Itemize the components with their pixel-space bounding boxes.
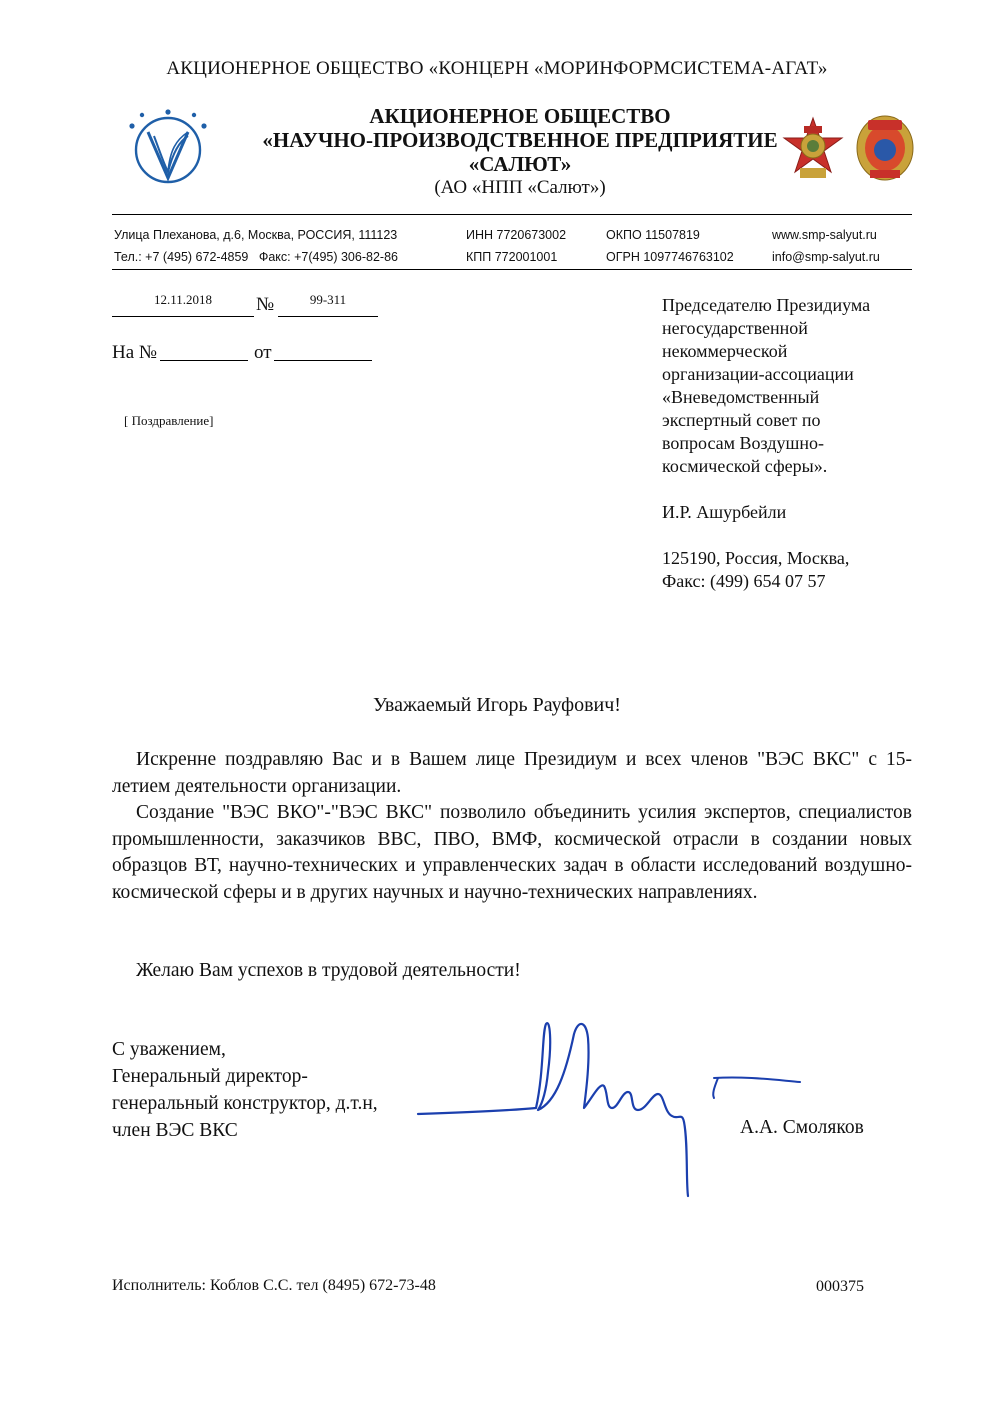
reference-date-blank (274, 336, 372, 361)
reference-number-blank (160, 336, 248, 361)
parent-organization: АКЦИОНЕРНОЕ ОБЩЕСТВО «КОНЦЕРН «МОРИНФОРМСИСТЕМА-АГАТ» (166, 58, 828, 79)
reference-label: На № (112, 342, 158, 363)
recipient-line: некоммерческой (662, 341, 788, 361)
recipient-fax: Факс: (499) 654 07 57 (662, 571, 826, 591)
recipient-name: И.Р. Ашурбейли (662, 502, 787, 522)
contact-web-block (772, 224, 880, 268)
contact-inn: ИНН 7720673002 (466, 228, 567, 242)
organization-title-line: АКЦИОНЕРНОЕ ОБЩЕСТВО (369, 104, 671, 128)
contact-address-block (114, 224, 398, 268)
recipient-block (662, 294, 922, 593)
signer-title: генеральный конструктор, д.т.н, (112, 1093, 378, 1114)
contact-website[interactable]: www.smp-salyut.ru (772, 228, 877, 242)
signer-title: Генеральный директор- (112, 1066, 308, 1087)
contact-email[interactable]: info@smp-salyut.ru (772, 250, 880, 264)
contact-registry-block (606, 224, 734, 268)
recipient-line: «Вневедомственный (662, 387, 820, 407)
header-bottom-rule (112, 269, 912, 270)
contact-kpp: КПП 772001001 (466, 250, 558, 264)
labor-red-banner-medal-icon (782, 116, 844, 182)
organization-title-line: «НАУЧНО-ПРОИЗВОДСТВЕННОЕ ПРЕДПРИЯТИЕ (262, 128, 778, 152)
contact-tax-block (466, 224, 566, 268)
signer-membership: член ВЭС ВКС (112, 1120, 238, 1141)
header-top-rule (112, 214, 912, 215)
contact-phone-fax (114, 246, 398, 268)
recipient-address: 125190, Россия, Москва, (662, 548, 850, 568)
letter-paragraph-3: Желаю Вам успехов в трудовой деятельности! (136, 960, 521, 981)
recipient-line: космической сферы». (662, 456, 828, 476)
recipient-line: организации-ассоциации (662, 364, 854, 384)
contact-address: Улица Плеханова, д.6, Москва, РОССИЯ, 111123 (114, 228, 398, 242)
recipient-line: негосударственной (662, 318, 808, 338)
closing: С уважением, (112, 1039, 226, 1060)
contact-phone: Тел.: +7 (495) 672-4859 (114, 250, 249, 264)
reference-from-label: от (254, 342, 272, 363)
contact-fax: Факс: +7(495) 306-82-86 (258, 250, 398, 264)
recipient-line: вопросам Воздушно- (662, 433, 824, 453)
signer-name: А.А. Смоляков (740, 1117, 864, 1138)
letter-paragraph-2: Создание "ВЭС ВКО"-"ВЭС ВКС" позволило объединить усилия экспертов, специалистов промышленности, заказчиков ВВС, ПВО, ВМФ, космической отрасли в создании новых образцов ВТ, научно-технических и управленческих задач в области исследований воздушно-космической сферы и в других научных и научно-технических направлениях. (112, 802, 912, 903)
recipient-line: экспертный совет по (662, 410, 821, 430)
number-label: № (256, 294, 275, 315)
letter-paragraph-1: Искренне поздравляю Вас и в Вашем лице Президиум и всех членов "ВЭС ВКС" с 15-летием деятельности организации. (112, 749, 912, 797)
outgoing-number: 99-311 (278, 292, 378, 317)
organization-short-name: (АО «НПП «Салют») (434, 177, 606, 198)
company-logo-icon (126, 106, 210, 188)
organization-title (260, 104, 780, 176)
organization-title-line: «САЛЮТ» (468, 152, 572, 176)
outgoing-date: 12.11.2018 (112, 292, 254, 317)
contact-ogrn: ОГРН 1097746763102 (606, 250, 734, 264)
salutation: Уважаемый Игорь Рауфович! (373, 694, 621, 716)
order-medal-icon (854, 114, 916, 184)
contact-okpo: ОКПО 11507819 (606, 228, 700, 242)
recipient-line: Председателю Президиума (662, 295, 871, 315)
handwritten-signature-icon (416, 1012, 806, 1202)
letter-subject: [ Поздравление] (124, 413, 214, 428)
document-code: 000375 (816, 1278, 864, 1295)
executor-info: Исполнитель: Коблов С.С. тел (8495) 672-73-48 (112, 1277, 436, 1294)
signature-block (112, 1036, 378, 1144)
